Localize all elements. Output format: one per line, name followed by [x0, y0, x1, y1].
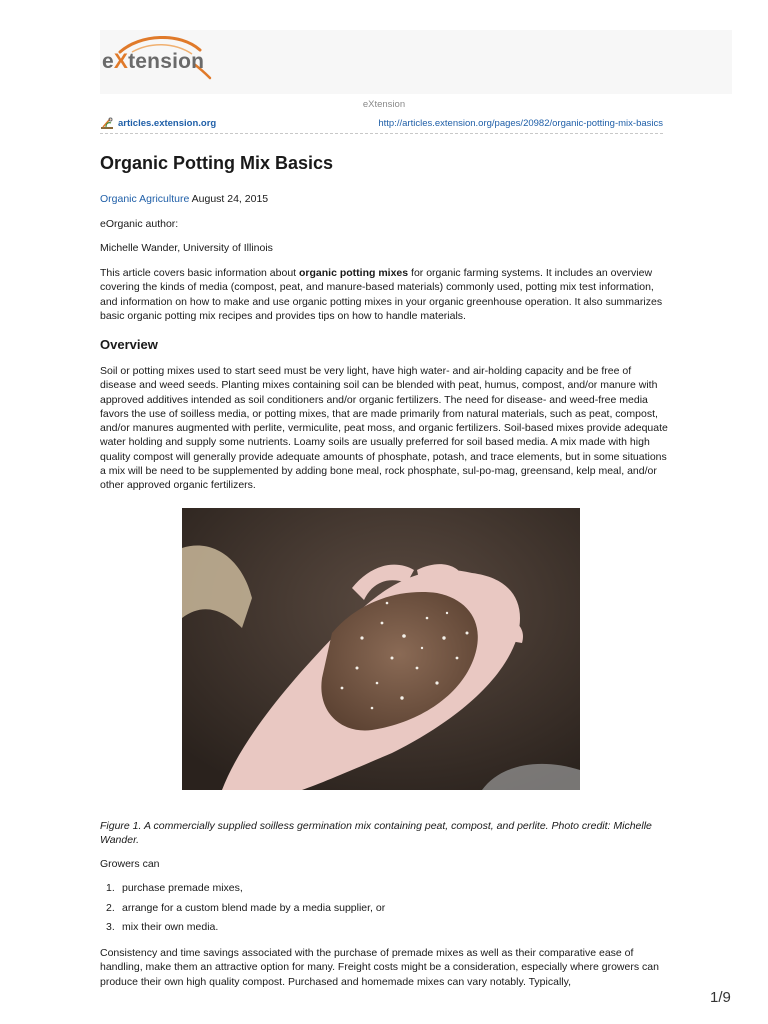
closing-paragraph: Consistency and time savings associated with the purchase of premade mixes as well as their comparative ease of handling, make them an attractive option for many. Freight costs might be a consideration, especially where growers can produce their own high quality compost. Purchased and homemade mixes can vary notably. Typically,: [100, 947, 659, 988]
wrench-and-plant-icon: [100, 117, 114, 131]
overview-heading: Overview: [100, 337, 158, 352]
article-title: Organic Potting Mix Basics: [100, 153, 334, 173]
logo-wordmark: eXtension: [102, 50, 205, 73]
list-item: 3. mix their own media.: [106, 921, 219, 933]
potting-mix-photo: [182, 508, 580, 790]
growers-options-list: [100, 882, 385, 941]
page-indicator: 1/9: [710, 989, 731, 1006]
extension-logo[interactable]: [102, 36, 212, 82]
list-item: 1. purchase premade mixes,: [106, 882, 243, 894]
category-link[interactable]: Organic Agriculture: [100, 193, 190, 205]
intro-keyword: organic potting mixes: [299, 267, 409, 279]
figure-caption: Figure 1. A commercially supplied soilless germination mix containing peat, compost, and perlite. Photo credit: Michelle Wander.: [100, 820, 652, 846]
article-url-link[interactable]: http://articles.extension.org/pages/20982/organic-potting-mix-basics: [378, 118, 663, 129]
source-link[interactable]: articles.extension.org: [118, 118, 217, 129]
publish-date: August 24, 2015: [191, 193, 269, 205]
article-meta: [100, 192, 668, 206]
list-item: 2. arrange for a custom blend made by a media supplier, or: [106, 901, 386, 914]
url-bar: [100, 115, 663, 134]
site-name: eXtension: [362, 99, 406, 110]
overview-paragraph: Soil or potting mixes used to start seed must be very light, have high water- and air-holding capacity and be free of disease and weed seeds. Planting mixes containing soil can be blended with peat, humus, compost, and/or manure with approved additives intended as soil conditioners and/or organic fertilizers. The need for disease- and weed-free media favors the use of soilless media, or potting mixes, that are made primarily from natural materials, such as peat, compost, and/or manures augmented with perlite, vermiculite, peat moss, and organic fertilizers. Soil-based mixes provide adequate water holding and supply some nutrients. Loamy soils are usually preferred for soil based media. A mix made with high quality compost will generally provide adequate amounts of phosphate, potash, and trace elements, but in some situations a mix will be need to be supplemented by adding bone meal, rock phosphate, sul-po-mag, greensand, kelp meal, and/or other approved organic fertilizers.: [100, 365, 668, 492]
growers-intro: Growers can: [100, 858, 160, 870]
author-name: Michelle Wander, University of Illinois: [100, 242, 273, 254]
author-label: eOrganic author:: [100, 218, 179, 230]
intro-paragraph: This article covers basic information about organic potting mixes for organic farming systems. It includes an overview covering the kinds of media (compost, peat, and manure-based materials) commonly used, potting mix test information, and information on how to make and use organic potting mixes in your organic greenhouse operation. It also summarizes basic organic potting mix recipes and provides tips on how to handle materials.: [100, 267, 663, 322]
